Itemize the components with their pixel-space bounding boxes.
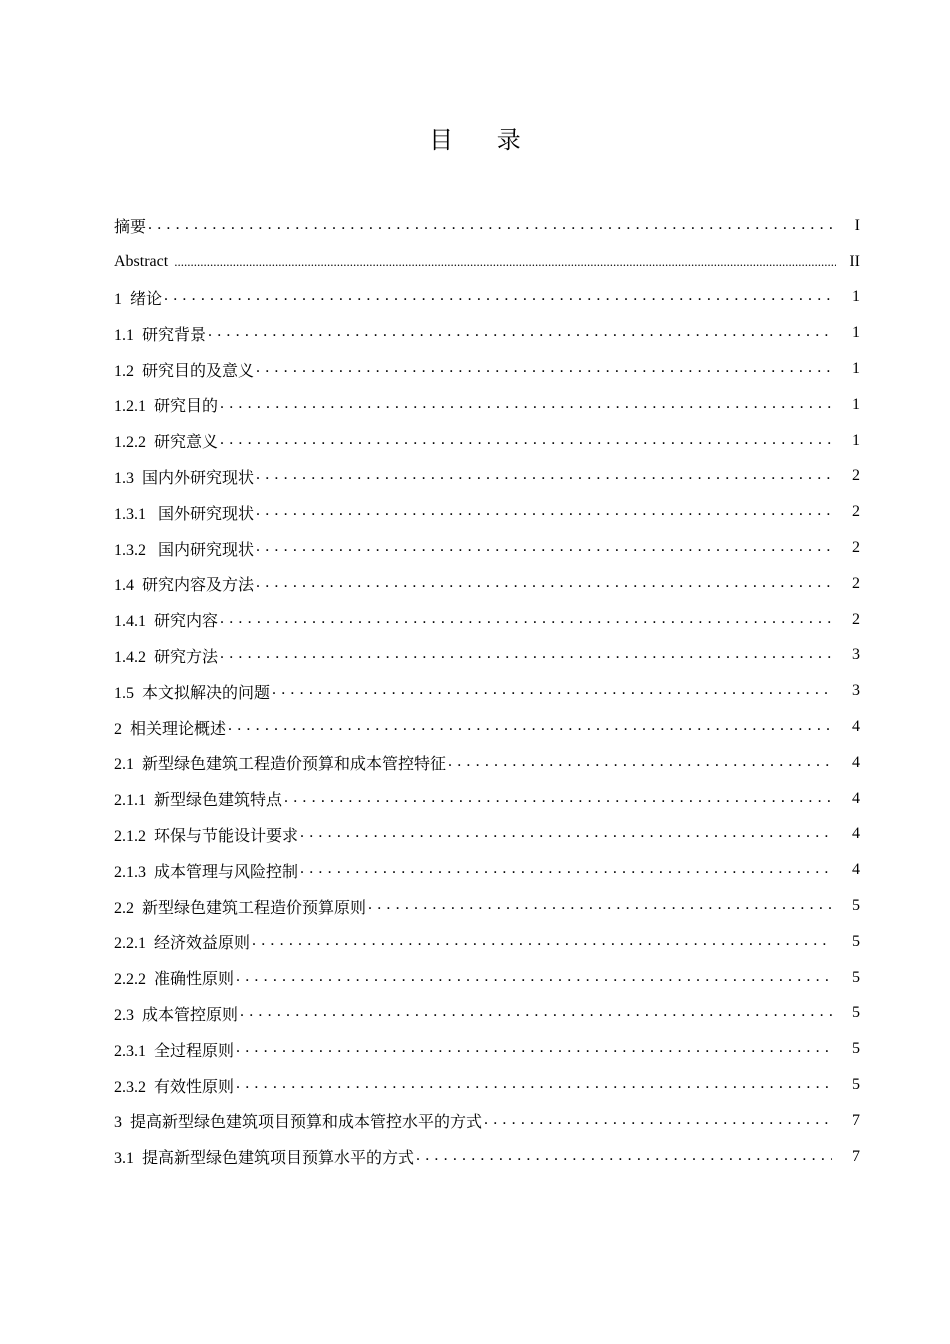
toc-entry-page: 5: [852, 1004, 860, 1022]
toc-entry-label: 1.5 本文拟解决的问题: [114, 684, 271, 702]
dot-leader: [164, 287, 832, 307]
toc-entry[interactable]: [114, 673, 860, 709]
toc-entry-page: 7: [852, 1111, 860, 1129]
toc-entry[interactable]: [114, 315, 860, 351]
dot-leader: [252, 932, 832, 952]
toc-entry-label: 1.4.1 研究内容: [114, 613, 219, 631]
toc-entry[interactable]: [114, 244, 860, 280]
toc-entry-label: 2.2.2 准确性原则: [114, 971, 235, 989]
dot-leader: [220, 431, 832, 451]
dot-leader: [208, 323, 832, 343]
toc-entry[interactable]: [114, 1139, 860, 1175]
toc-entry-page: 2: [852, 539, 860, 557]
dot-leader: [174, 252, 836, 272]
dot-leader: [484, 1111, 832, 1131]
toc-entry-page: 7: [852, 1147, 860, 1165]
toc-entry-page: 1: [852, 395, 860, 413]
toc-entry-page: 4: [852, 825, 860, 843]
toc-entry[interactable]: [114, 709, 860, 745]
toc-entry-page: 2: [852, 610, 860, 628]
toc-entry-page: 1: [852, 288, 860, 306]
toc-entry-page: 5: [852, 1040, 860, 1058]
dot-leader: [272, 681, 832, 701]
toc-entry-page: 5: [852, 968, 860, 986]
toc-entry[interactable]: [114, 423, 860, 459]
dot-leader: [448, 753, 832, 773]
dot-leader: [300, 860, 832, 880]
toc-entry[interactable]: [114, 888, 860, 924]
toc-entry-page: 4: [852, 861, 860, 879]
toc-entry[interactable]: [114, 924, 860, 960]
toc-entry-page: 4: [852, 718, 860, 736]
toc-entry-label: 2.1 新型绿色建筑工程造价预算和成本管控特征: [114, 756, 447, 774]
toc-entry[interactable]: [114, 351, 860, 387]
dot-leader: [228, 717, 832, 737]
toc-entry[interactable]: [114, 494, 860, 530]
toc-entry-label: 1.2 研究目的及意义: [114, 362, 255, 380]
toc-entry-label: 2.3 成本管控原则: [114, 1006, 239, 1024]
toc-entry[interactable]: [114, 459, 860, 495]
toc-entry-page: 5: [852, 897, 860, 915]
dot-leader: [256, 359, 832, 379]
toc-entry-label: 2.3.2 有效性原则: [114, 1078, 235, 1096]
toc-entry-label: Abstract: [114, 252, 173, 270]
dot-leader: [256, 538, 832, 558]
toc-entry-page: 1: [852, 360, 860, 378]
dot-leader: [220, 645, 832, 665]
toc-entry[interactable]: [114, 852, 860, 888]
toc-entry-label: 1.2.1 研究目的: [114, 398, 219, 416]
dot-leader: [300, 824, 832, 844]
toc-entry[interactable]: [114, 280, 860, 316]
toc-entry-page: 1: [852, 324, 860, 342]
toc-entry[interactable]: [114, 208, 860, 244]
toc-entry-label: 1.3 国内外研究现状: [114, 469, 255, 487]
toc-entry-label: 1.3.2 国内研究现状: [114, 541, 255, 559]
dot-leader: [220, 610, 832, 630]
dot-leader: [236, 1075, 832, 1095]
toc-entry-page: 2: [852, 503, 860, 521]
toc-entry-label: 2.1.2 环保与节能设计要求: [114, 827, 299, 845]
toc-entry[interactable]: [114, 1031, 860, 1067]
toc-entry-page: 2: [852, 574, 860, 592]
toc-entry[interactable]: [114, 781, 860, 817]
dot-leader: [240, 1003, 832, 1023]
toc-entry-label: 1.4.2 研究方法: [114, 648, 219, 666]
toc-entry[interactable]: [114, 566, 860, 602]
dot-leader: [148, 216, 836, 236]
toc-entry-label: 1.3.1 国外研究现状: [114, 505, 255, 523]
toc-entry-page: II: [849, 252, 860, 270]
dot-leader: [236, 968, 832, 988]
toc-entry-label: 1.2.2 研究意义: [114, 434, 219, 452]
dot-leader: [256, 466, 832, 486]
toc-entry[interactable]: [114, 638, 860, 674]
toc-entry-page: I: [854, 216, 860, 234]
toc-entry-label: 2.2 新型绿色建筑工程造价预算原则: [114, 899, 367, 917]
toc-entry-label: 1.1 研究背景: [114, 326, 207, 344]
dot-leader: [256, 502, 832, 522]
toc-entry[interactable]: [114, 530, 860, 566]
toc-entry-page: 2: [852, 467, 860, 485]
toc-entry-label: 1 绪论: [114, 290, 163, 308]
toc-entry-page: 5: [852, 932, 860, 950]
page-title: 目 录: [429, 126, 539, 154]
toc-entry-label: 2.1.3 成本管理与风险控制: [114, 863, 299, 881]
dot-leader: [256, 574, 832, 594]
toc-entry-page: 1: [852, 431, 860, 449]
toc-entry-label: 2.2.1 经济效益原则: [114, 935, 251, 953]
toc-entry[interactable]: [114, 1067, 860, 1103]
toc-entry-label: 2.1.1 新型绿色建筑特点: [114, 792, 283, 810]
toc-entry-label: 2.3.1 全过程原则: [114, 1042, 235, 1060]
toc-entry[interactable]: [114, 745, 860, 781]
toc-entry-label: 2 相关理论概述: [114, 720, 227, 738]
dot-leader: [368, 896, 832, 916]
toc-entry-label: 3 提高新型绿色建筑项目预算和成本管控水平的方式: [114, 1114, 483, 1132]
toc-entry[interactable]: [114, 387, 860, 423]
toc-entry[interactable]: [114, 996, 860, 1032]
toc-entry[interactable]: [114, 1103, 860, 1139]
toc-entry[interactable]: [114, 960, 860, 996]
toc-entry-page: 5: [852, 1076, 860, 1094]
toc-entry[interactable]: [114, 817, 860, 853]
toc-entry-page: 4: [852, 789, 860, 807]
dot-leader: [236, 1039, 832, 1059]
toc-entry-label: 3.1 提高新型绿色建筑项目预算水平的方式: [114, 1150, 415, 1168]
toc-entry[interactable]: [114, 602, 860, 638]
dot-leader: [220, 395, 832, 415]
toc-entry-label: 摘要: [114, 219, 147, 237]
toc-entry-page: 3: [852, 682, 860, 700]
toc-entry-label: 1.4 研究内容及方法: [114, 577, 255, 595]
toc-entry-page: 3: [852, 646, 860, 664]
table-of-contents: [114, 208, 860, 1175]
toc-entry-page: 4: [852, 753, 860, 771]
dot-leader: [284, 789, 832, 809]
dot-leader: [416, 1147, 832, 1167]
